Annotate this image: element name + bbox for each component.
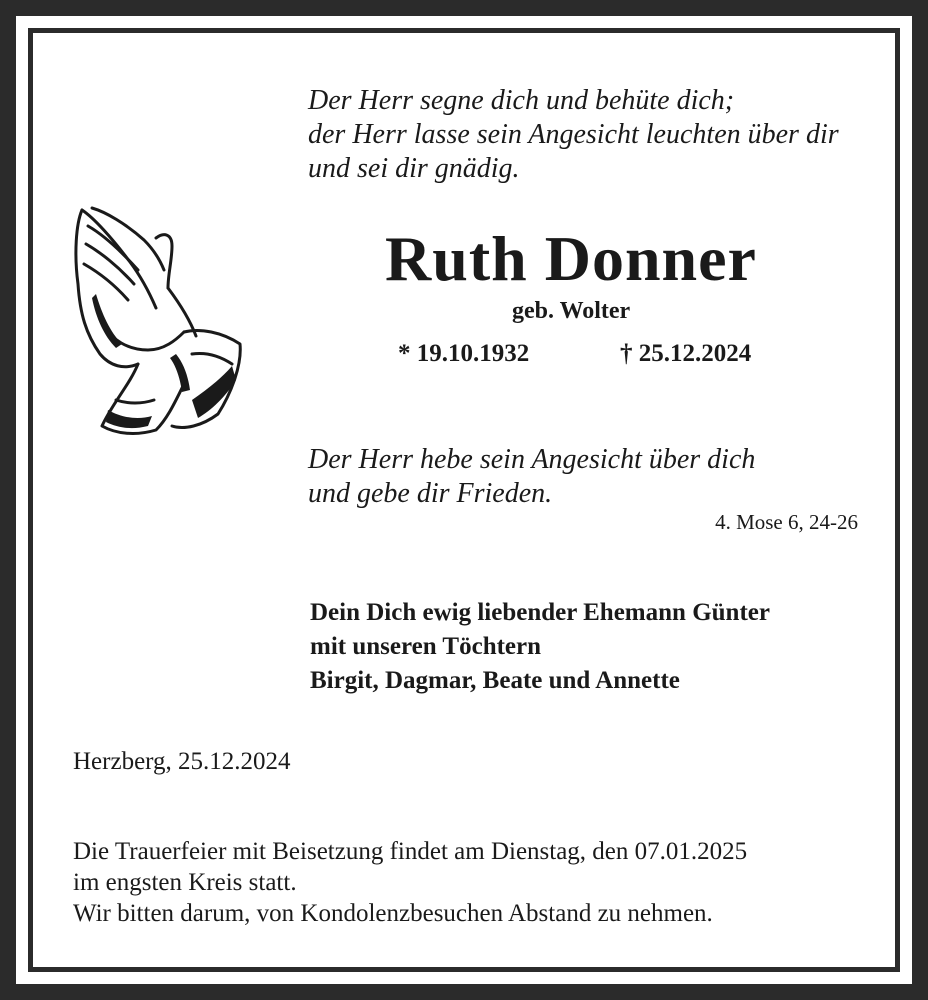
opening-verse [308,84,839,186]
verse-line: Der Herr hebe sein Angesicht über dich [308,444,756,475]
verse-line: und gebe dir Frieden. [308,478,553,509]
closing-verse [308,443,755,511]
verse-reference: 4. Mose 6, 24-26 [715,510,858,534]
birth-name: geb. Wolter [512,298,631,324]
death-date: † 25.12.2024 [620,340,752,367]
notice-line: Wir bitten darum, von Kondolenzbesuchen Abstand zu nehmen. [73,900,713,927]
family-line: Birgit, Dagmar, Beate und Annette [310,667,680,694]
verse-line: und sei dir gnädig. [308,153,520,184]
birth-date: * 19.10.1932 [398,340,530,367]
verse-line: der Herr lasse sein Angesicht leuchten über dir [308,119,839,150]
place-and-date: Herzberg, 25.12.2024 [73,748,291,775]
family-line: Dein Dich ewig liebender Ehemann Günter [310,599,770,626]
verse-line: Der Herr segne dich und behüte dich; [308,85,735,116]
praying-hands-icon [72,204,250,442]
deceased-name: Ruth Donner [385,223,757,294]
family-signature [310,596,770,698]
notice-line: Die Trauerfeier mit Beisetzung findet am Dienstag, den 07.01.2025 [73,838,748,865]
notice-line: im engsten Kreis statt. [73,869,297,896]
funeral-notice [73,836,747,929]
family-line: mit unseren Töchtern [310,633,542,660]
